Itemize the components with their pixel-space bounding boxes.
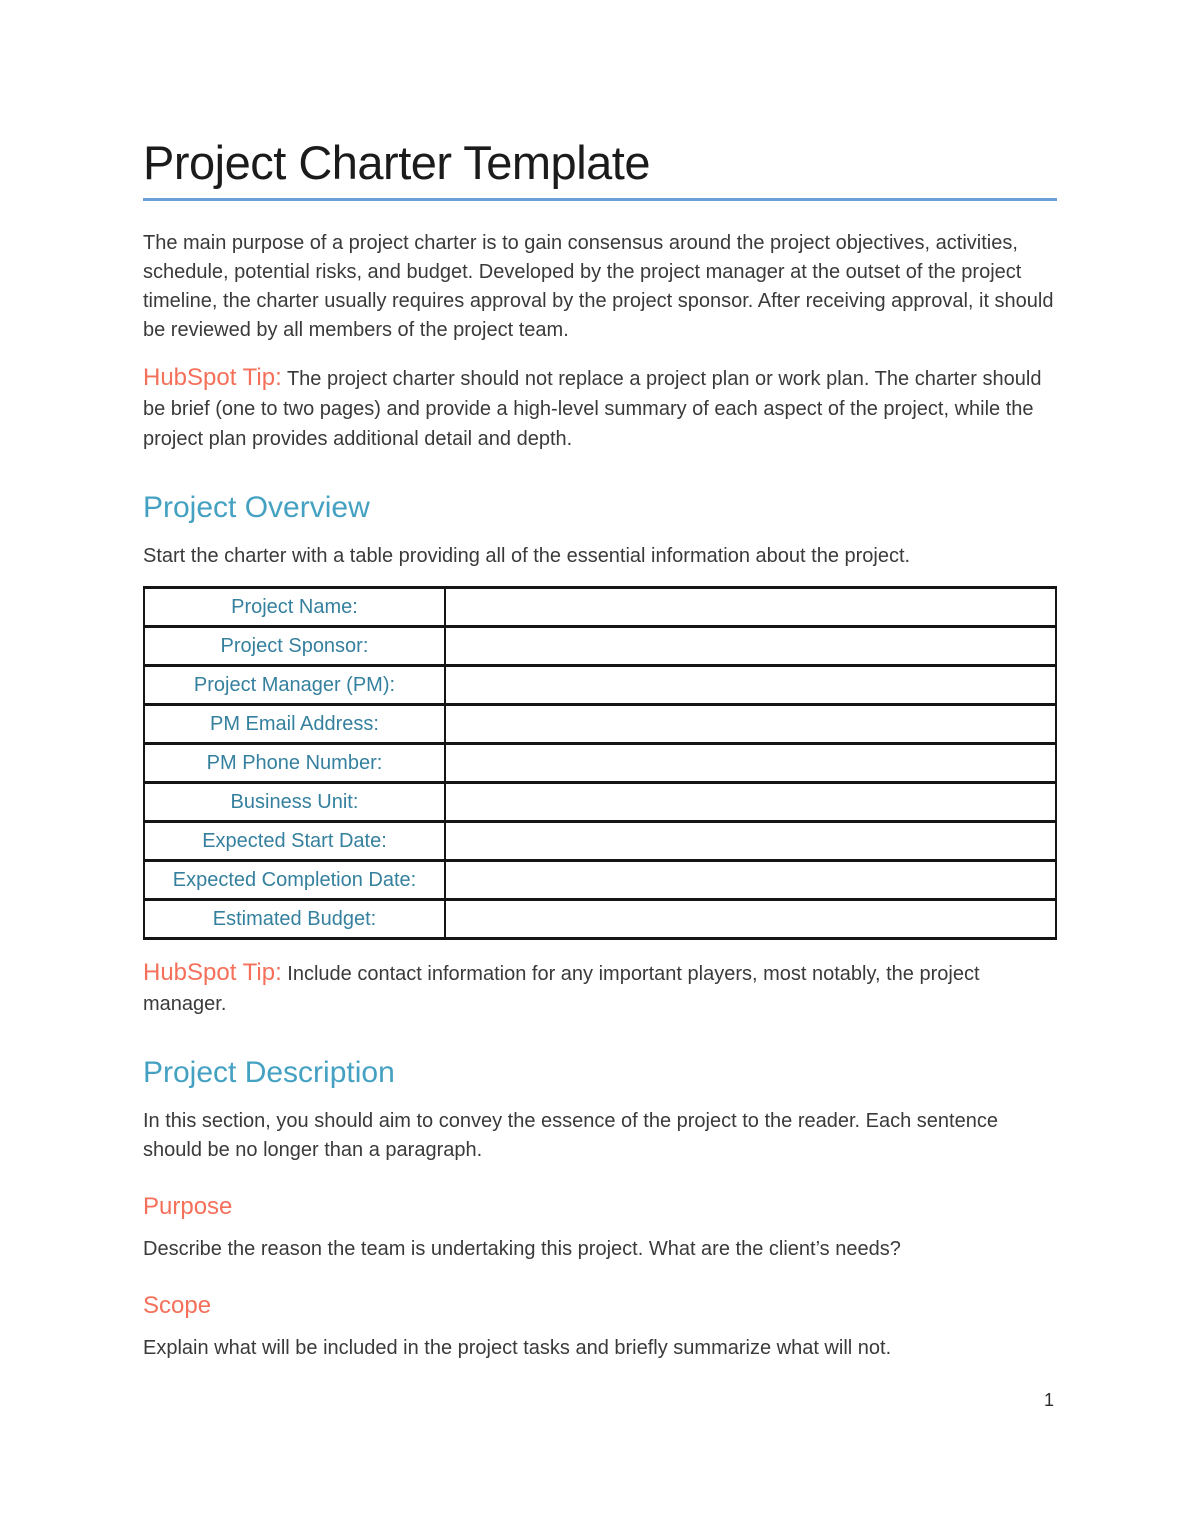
row-value-project-manager[interactable] (445, 666, 1056, 705)
description-lead-paragraph: In this section, you should aim to convey the essence of the project to the reader. Each sentence should be no longer than a paragraph. (143, 1110, 998, 1162)
table-row (144, 627, 1056, 666)
table-row (144, 588, 1056, 627)
row-value-expected-completion-date[interactable] (445, 861, 1056, 900)
table-row (144, 705, 1056, 744)
row-value-expected-start-date[interactable] (445, 822, 1056, 861)
hubspot-tip-1 (143, 363, 1057, 454)
title-underline-rule (143, 198, 1057, 201)
page-title: Project Charter Template (143, 136, 650, 189)
row-label-expected-completion-date: Expected Completion Date: (144, 861, 445, 900)
table-row (144, 861, 1056, 900)
table-row (144, 666, 1056, 705)
scope-paragraph: Explain what will be included in the project tasks and briefly summarize what will not. (143, 1336, 892, 1359)
hubspot-tip-2-text: Include contact information for any important players, most notably, the project manager. (143, 963, 980, 1016)
row-label-business-unit: Business Unit: (144, 783, 445, 822)
row-value-estimated-budget[interactable] (445, 900, 1056, 939)
subsection-heading-purpose: Purpose (143, 1193, 233, 1221)
page-number: 1 (1043, 1390, 1054, 1410)
row-label-pm-phone: PM Phone Number: (144, 744, 445, 783)
row-label-expected-start-date: Expected Start Date: (144, 822, 445, 861)
table-row (144, 822, 1056, 861)
row-value-pm-phone[interactable] (445, 744, 1056, 783)
row-value-project-sponsor[interactable] (445, 627, 1056, 666)
table-row (144, 744, 1056, 783)
row-value-pm-email[interactable] (445, 705, 1056, 744)
hubspot-tip-1-text: The project charter should not replace a project plan or work plan. The charter should be brief (one to two pages) and provide a high-level summary of each aspect of the project, while the project plan provides additional detail and depth. (143, 368, 1042, 451)
hubspot-tip-2-label: HubSpot Tip: (143, 959, 282, 987)
row-label-pm-email: PM Email Address: (144, 705, 445, 744)
section-heading-project-overview: Project Overview (143, 491, 370, 525)
section-heading-project-description: Project Description (143, 1056, 395, 1090)
subsection-heading-scope: Scope (143, 1292, 212, 1320)
row-label-project-sponsor: Project Sponsor: (144, 627, 445, 666)
table-row (144, 900, 1056, 939)
overview-lead-paragraph: Start the charter with a table providing all of the essential information about the project. (143, 545, 911, 568)
row-label-estimated-budget: Estimated Budget: (144, 900, 445, 939)
table-row (144, 783, 1056, 822)
row-label-project-name: Project Name: (144, 588, 445, 627)
row-label-project-manager: Project Manager (PM): (144, 666, 445, 705)
hubspot-tip-1-label: HubSpot Tip: (143, 364, 282, 392)
row-value-business-unit[interactable] (445, 783, 1056, 822)
intro-paragraph: The main purpose of a project charter is to gain consensus around the project objectives, activities, schedule, potential risks, and budget. Developed by the project manager at the outset of the project timeline, the charter usually requires approval by the project sponsor. After receiving approval, it should be reviewed by all members of the project team. (143, 232, 1054, 342)
hubspot-tip-2 (143, 958, 1057, 1019)
overview-table (143, 586, 1057, 940)
row-value-project-name[interactable] (445, 588, 1056, 627)
purpose-paragraph: Describe the reason the team is undertaking this project. What are the client’s needs? (143, 1238, 901, 1261)
